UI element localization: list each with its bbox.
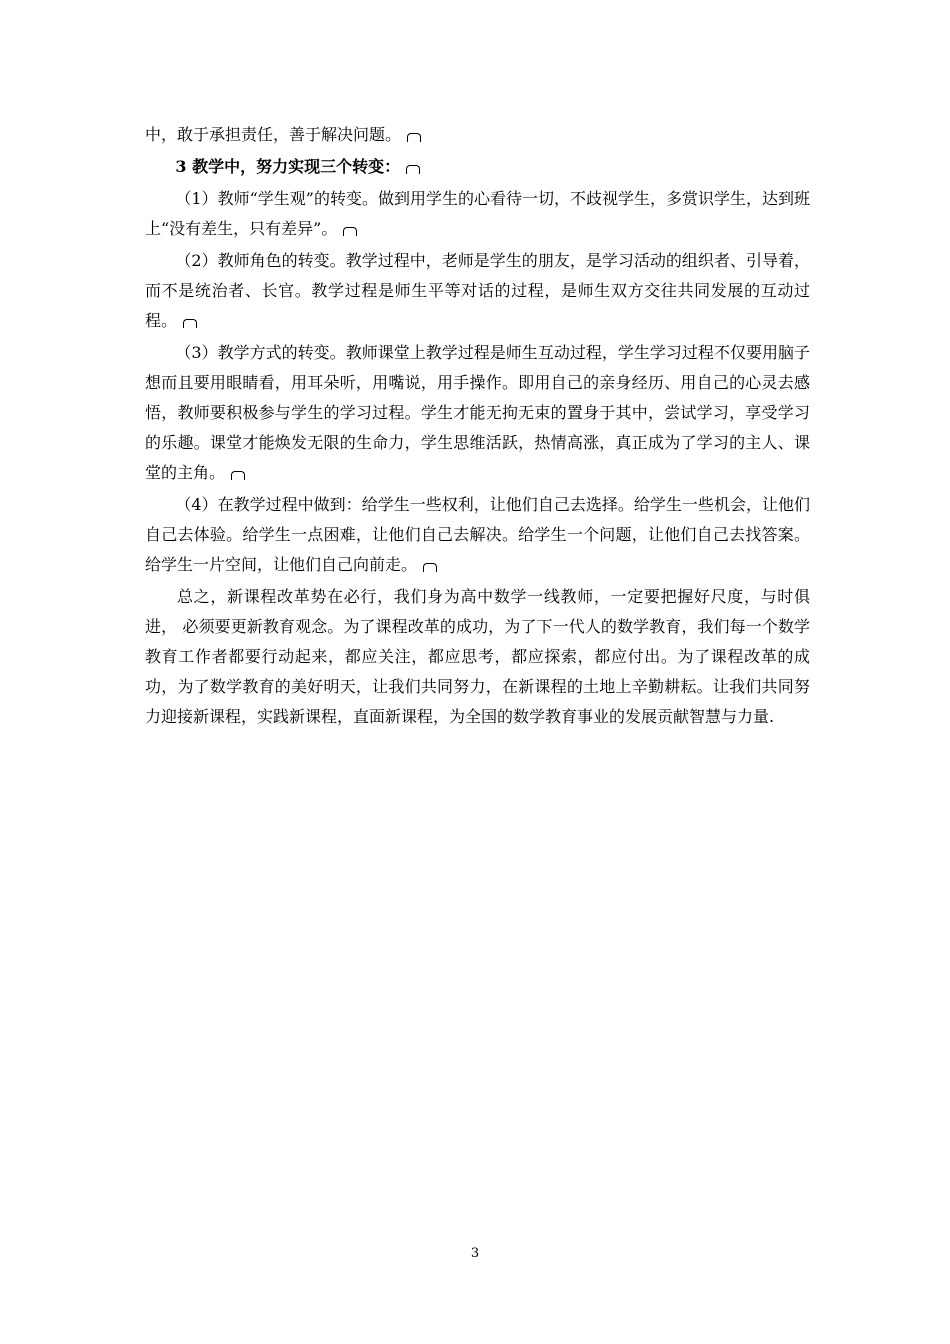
- paragraph-mark-icon: [183, 319, 197, 328]
- section-heading: [145, 152, 810, 182]
- paragraph-text: （2）教师角色的转变。教学过程中，老师是学生的朋友，是学习活动的组织者、引导着，而不是统治者、长官。教学过程是师生平等对话的过程，是师生双方交往共同发展的互动过程。: [145, 251, 810, 330]
- paragraph-mark-icon: [231, 471, 245, 480]
- paragraph-text: 中，敢于承担责任，善于解决问题。: [145, 125, 402, 144]
- paragraph-conclusion: [145, 582, 810, 732]
- paragraph-mark-icon: [407, 133, 421, 142]
- paragraph-item-2: [145, 246, 810, 336]
- paragraph-text: （4）在教学过程中做到：给学生一些权利，让他们自己去选择。给学生一些机会，让他们自己去体验。给学生一点困难，让他们自己去解决。给学生一个问题，让他们自己去找答案。给学生一片空间，让他们自己向前走。: [145, 495, 810, 574]
- paragraph-item-3: [145, 338, 810, 488]
- paragraph-item-4: [145, 490, 810, 580]
- paragraph-mark-icon: [343, 227, 357, 236]
- heading-text: 3 教学中，努力实现三个转变：: [175, 157, 401, 176]
- paragraph-mark-icon: [423, 563, 437, 572]
- paragraph-text: 总之，新课程改革势在必行，我们身为高中数学一线教师，一定要把握好尺度，与时俱进， 必须要更新教育观念。为了课程改革的成功，为了下一代人的数学教育，我们每一个数学教育工作者都要行动起来，都应关注，都应思考，都应探索，都应付出。为了课程改革的成功，为了数学教育的美好明天，让我们共同努力，在新课程的土地上辛勤耕耘。让我们共同努力迎接新课程，实践新课程，直面新课程，为全国的数学教育事业的发展贡献智慧与力量.: [145, 587, 810, 726]
- document-body: [145, 120, 810, 734]
- paragraph-text: （1）教师“学生观”的转变。做到用学生的心看待一切，不歧视学生，多赏识学生，达到班上“没有差生，只有差异”。: [145, 189, 810, 238]
- paragraph-item-1: [145, 184, 810, 244]
- paragraph-text: （3）教学方式的转变。教师课堂上教学过程是师生互动过程，学生学习过程不仅要用脑子想而且要用眼睛看，用耳朵听，用嘴说，用手操作。即用自己的亲身经历、用自己的心灵去感悟，教师要积极参与学生的学习过程。学生才能无拘无束的置身于其中，尝试学习，享受学习的乐趣。课堂才能焕发无限的生命力，学生思维活跃，热情高涨，真正成为了学习的主人、课堂的主角。: [145, 343, 810, 482]
- paragraph-continuation: [145, 120, 810, 150]
- paragraph-mark-icon: [406, 165, 420, 174]
- page-number: 3: [470, 1246, 480, 1261]
